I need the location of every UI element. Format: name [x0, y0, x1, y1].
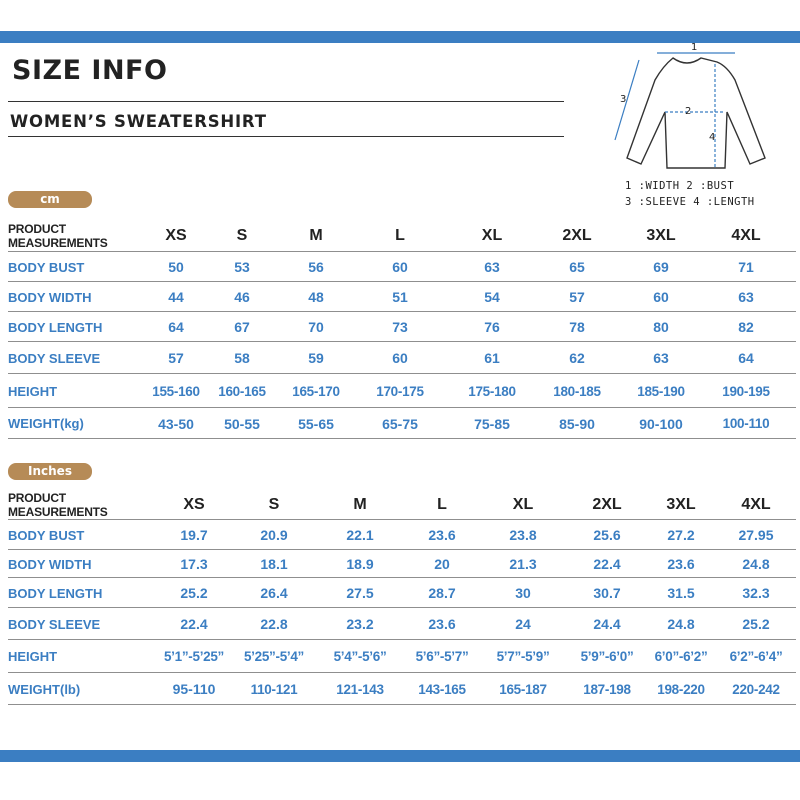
row-label: BODY WIDTH [8, 289, 92, 305]
size-header-m: M [309, 227, 323, 244]
row-label: BODY LENGTH [8, 585, 103, 601]
table-cell: 20 [434, 556, 450, 572]
table-cell: 69 [653, 259, 669, 275]
table-cell: 31.5 [667, 585, 695, 601]
table-cell: 19.7 [180, 527, 208, 543]
header-label: PRODUCT MEASUREMENTS [8, 491, 108, 519]
table-cell: 23.8 [509, 527, 537, 543]
table-cell: 80 [653, 319, 669, 335]
size-header-l: L [395, 227, 405, 244]
table-cell: 27.2 [667, 527, 695, 543]
size-header-2xl: 2XL [592, 496, 622, 513]
size-header-s: S [268, 496, 280, 513]
table-cell: 23.6 [428, 616, 456, 632]
table-cell: 21.3 [509, 556, 537, 572]
table-cell: 24.8 [667, 616, 695, 632]
table-cell: 24.8 [742, 556, 770, 572]
table-cell: 18.9 [346, 556, 374, 572]
table-cell: 23.2 [346, 616, 374, 632]
table-row [8, 374, 796, 408]
diagram-legend-line1: 1 :WIDTH 2 :BUST [625, 180, 735, 192]
table-cell: 59 [308, 350, 324, 366]
diagram-legend-line2: 3 :SLEEVE 4 :LENGTH [625, 196, 755, 208]
size-header-2xl: 2XL [562, 227, 592, 244]
table-cell: 143-165 [418, 681, 466, 697]
table-cell: 185-190 [637, 383, 685, 399]
table-cell: 22.4 [180, 616, 208, 632]
table-cell: 71 [738, 259, 754, 275]
table-cell: 17.3 [180, 556, 208, 572]
bottom-accent-bar [0, 750, 800, 762]
table-row [8, 608, 796, 640]
table-cell: 60 [653, 289, 669, 305]
table-row [8, 520, 796, 550]
table-cell: 5’9”-6’0” [580, 649, 634, 664]
row-label: HEIGHT [8, 383, 58, 399]
size-header-3xl: 3XL [646, 227, 676, 244]
table-cell: 5’7”-5’9” [496, 649, 550, 664]
table-cell: 57 [569, 289, 585, 305]
table-row [8, 342, 796, 374]
table-cell: 25.6 [593, 527, 621, 543]
table-cell: 5’6”-5’7” [415, 649, 469, 664]
table-cell: 62 [569, 350, 585, 366]
row-label: BODY BUST [8, 259, 85, 275]
table-row [8, 578, 796, 608]
row-label: BODY SLEEVE [8, 350, 101, 366]
table-cell: 44 [168, 289, 184, 305]
table-cell: 63 [738, 289, 754, 305]
header-label: PRODUCT MEASUREMENTS [8, 222, 108, 250]
size-header-4xl: 4XL [731, 227, 761, 244]
row-label: BODY LENGTH [8, 319, 103, 335]
table-cell: 75-85 [474, 415, 510, 432]
table-header-row [8, 490, 796, 520]
row-label: WEIGHT(kg) [8, 416, 84, 431]
title-divider [8, 101, 564, 102]
label-sleeve: 3 [620, 94, 627, 105]
table-cell: 220-242 [732, 681, 780, 697]
table-row [8, 312, 796, 342]
table-cell: 51 [392, 289, 408, 305]
table-cell: 155-160 [152, 383, 200, 399]
table-cell: 187-198 [583, 681, 631, 697]
table-cell: 28.7 [428, 585, 456, 601]
table-cell: 73 [392, 319, 408, 335]
table-cell: 58 [234, 350, 250, 366]
table-cell: 30.7 [593, 585, 621, 601]
table-cell: 65-75 [382, 415, 418, 432]
table-cell: 198-220 [657, 681, 705, 697]
table-row [8, 282, 796, 312]
row-label: WEIGHT(lb) [8, 681, 81, 697]
table-cell: 22.8 [260, 616, 288, 632]
table-cell: 67 [234, 319, 250, 335]
table-cell: 56 [308, 259, 324, 275]
table-cell: 180-185 [553, 383, 601, 399]
table-cell: 160-165 [218, 383, 266, 399]
subtitle-divider [8, 136, 564, 137]
size-header-3xl: 3XL [666, 496, 696, 513]
table-cell: 64 [168, 319, 184, 335]
table-cell: 60 [392, 259, 408, 275]
table-cell: 6’0”-6’2” [654, 649, 708, 664]
table-cell: 32.3 [742, 585, 770, 601]
table-cell: 90-100 [639, 415, 683, 432]
table-cell: 26.4 [260, 585, 288, 601]
table-cell: 85-90 [559, 415, 595, 432]
table-cell: 63 [484, 259, 500, 275]
table-cell: 65 [569, 259, 585, 275]
table-cell: 23.6 [428, 527, 456, 543]
table-cell: 82 [738, 319, 754, 335]
label-bust: 2 [685, 106, 692, 117]
label-length: 4 [709, 132, 716, 143]
table-cell: 190-195 [722, 383, 770, 399]
table-cell: 110-121 [250, 681, 298, 697]
table-cell: 20.9 [260, 527, 288, 543]
table-cell: 24 [515, 616, 531, 632]
table-cell: 25.2 [180, 585, 208, 601]
table-cell: 30 [515, 585, 531, 601]
table-cell: 53 [234, 259, 250, 275]
table-cell: 5’25”-5’4” [243, 649, 305, 664]
table-cell: 43-50 [158, 415, 194, 432]
table-cell: 22.4 [593, 556, 621, 572]
table-cell: 23.6 [667, 556, 695, 572]
table-cell: 22.1 [346, 527, 374, 543]
table-cell: 61 [484, 350, 500, 366]
page-title: SIZE INFO [12, 55, 168, 86]
table-row [8, 408, 796, 439]
table-cell: 64 [738, 350, 754, 366]
row-label: BODY SLEEVE [8, 616, 101, 632]
table-cell: 54 [484, 289, 500, 305]
table-cell: 24.4 [593, 616, 621, 632]
table-cell: 95-110 [172, 681, 216, 697]
table-cell: 55-65 [298, 415, 334, 432]
table-row [8, 640, 796, 673]
table-row [8, 252, 796, 282]
size-header-xs: XS [165, 227, 187, 244]
row-label: BODY BUST [8, 527, 85, 543]
table-cell: 6’2”-6’4” [729, 649, 783, 664]
table-cell: 175-180 [468, 383, 516, 399]
inches-size-table [8, 490, 796, 705]
inches-unit-badge: Inches [8, 463, 92, 480]
table-cell: 121-143 [336, 681, 384, 697]
table-cell: 76 [484, 319, 500, 335]
table-cell: 78 [569, 319, 585, 335]
table-cell: 63 [653, 350, 669, 366]
table-header-row [8, 220, 796, 252]
size-header-xs: XS [183, 496, 205, 513]
table-cell: 165-187 [499, 681, 547, 697]
table-cell: 25.2 [742, 616, 770, 632]
row-label: HEIGHT [8, 649, 58, 664]
table-cell: 50-55 [224, 415, 260, 432]
table-cell: 46 [234, 289, 250, 305]
size-header-4xl: 4XL [741, 496, 771, 513]
table-cell: 27.5 [346, 585, 374, 601]
label-width: 1 [691, 42, 698, 53]
size-header-xl: XL [481, 227, 503, 244]
size-header-m: M [353, 496, 367, 513]
table-cell: 165-170 [292, 383, 340, 399]
cm-unit-badge: cm [8, 191, 92, 208]
size-header-s: S [236, 227, 248, 244]
table-cell: 100-110 [722, 416, 770, 431]
table-cell: 60 [392, 350, 408, 366]
table-cell: 18.1 [260, 556, 288, 572]
page-subtitle: WOMEN’S SWEATERSHIRT [10, 112, 267, 131]
table-cell: 5’4”-5’6” [333, 649, 387, 664]
table-cell: 5’1”-5’25” [163, 649, 225, 664]
table-row [8, 550, 796, 578]
table-cell: 70 [308, 319, 324, 335]
table-cell: 170-175 [376, 383, 424, 399]
size-header-l: L [437, 496, 447, 513]
row-label: BODY WIDTH [8, 556, 92, 572]
table-cell: 27.95 [738, 527, 774, 543]
table-cell: 57 [168, 350, 184, 366]
table-cell: 50 [168, 259, 184, 275]
table-row [8, 673, 796, 705]
cm-size-table [8, 220, 796, 439]
table-cell: 48 [308, 289, 324, 305]
size-header-xl: XL [512, 496, 534, 513]
